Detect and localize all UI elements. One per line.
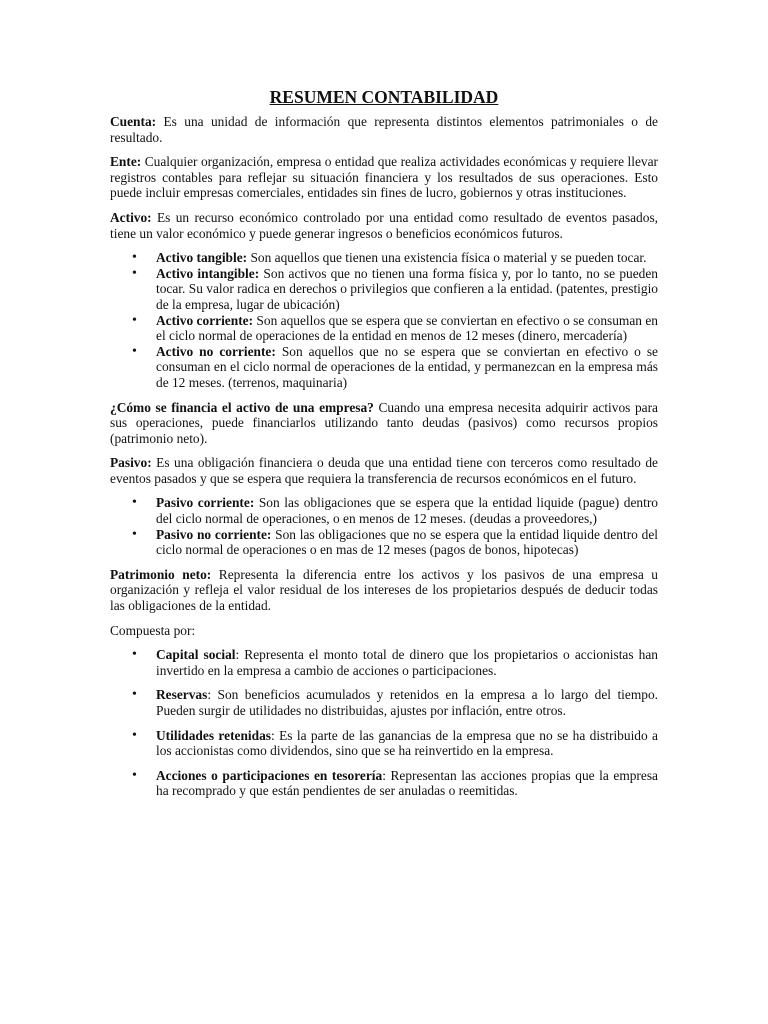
list-item-capital-social: [156, 647, 658, 678]
term-reservas: Reservas: [156, 687, 208, 703]
term-cuenta: Cuenta:: [110, 114, 157, 129]
text-ente: Cualquier organización, empresa o entidad que realiza actividades económicas y requiere llevar registros contables para reflejar su situación financiera y los resultados de sus operaciones. Esto puede incluir empresas comerciales, entidades sin fines de lucro, gobiernos y otras instituciones.: [110, 154, 658, 201]
list-item-activo-no-corriente: [156, 344, 658, 391]
term-utilidades-retenidas: Utilidades retenidas: [156, 727, 271, 743]
paragraph-financia: [110, 400, 658, 447]
list-item-activo-tangible: [156, 250, 658, 266]
text-pasivo-corriente: Son las obligaciones que se espera que la entidad liquide (pague) dentro del ciclo normal de operaciones, o en menos de 12 meses. (deudas a proveedores,): [156, 495, 658, 527]
document-title: RESUMEN CONTABILIDAD: [269, 87, 499, 107]
text-capital-social: : Representa el monto total de dinero que los propietarios o accionistas han invertido en la empresa a cambio de acciones o participaciones.: [156, 647, 658, 678]
paragraph-pasivo: [110, 455, 658, 486]
text-activo: Es un recurso económico controlado por una entidad como resultado de eventos pasados, tiene un valor económico y puede generar ingresos o beneficios económicos futuros.: [110, 209, 658, 241]
term-pasivo-no-corriente: Pasivo no corriente:: [156, 526, 272, 542]
list-item-utilidades-retenidas: [156, 728, 658, 759]
paragraph-ente: [110, 154, 658, 201]
text-pasivo-no-corriente: Son las obligaciones que no se espera que la entidad liquide dentro del ciclo normal de operaciones o en mas de 12 meses (pagos de bonos, hipotecas): [156, 526, 658, 558]
paragraph-patrimonio-neto: [110, 567, 658, 614]
term-activo-intangible: Activo intangible:: [156, 265, 260, 281]
list-activo-types: [110, 250, 658, 390]
term-pasivo: Pasivo:: [110, 455, 152, 471]
text-cuenta: Es una unidad de información que representa distintos elementos patrimoniales o de resultado.: [110, 114, 658, 145]
list-item-pasivo-corriente: [156, 495, 658, 526]
paragraph-activo: [110, 210, 658, 241]
list-item-pasivo-no-corriente: [156, 527, 658, 558]
term-activo-tangible: Activo tangible:: [156, 250, 248, 266]
term-activo-no-corriente: Activo no corriente:: [156, 343, 276, 359]
text-activo-no-corriente: Son aquellos que no se espera que se conviertan en efectivo o se consuman en el ciclo normal de operaciones de la entidad, y permanezcan en la empresa más de 12 meses. (terrenos, maquinaria): [156, 343, 658, 390]
list-patrimonio-components: [110, 647, 658, 799]
text-activo-intangible: Son activos que no tienen una forma física y, por lo tanto, no se pueden tocar. Su valor radica en derechos o privilegios que confieren a la entidad. (patentes, prestigio de la empresa, lugar de ubicación): [156, 265, 658, 312]
list-item-reservas: [156, 687, 658, 718]
text-activo-corriente: Son aquellos que se espera que se conviertan en efectivo o se consuman en el ciclo normal de operaciones de la entidad en menos de 12 meses (dinero, mercadería): [156, 312, 658, 344]
term-activo-corriente: Activo corriente:: [156, 312, 254, 328]
text-financia: Cuando una empresa necesita adquirir activos para sus operaciones, puede financiarlos utilizando tanto deudas (pasivos) como recursos propios (patrimonio neto).: [110, 399, 658, 446]
list-item-acciones-tesoreria: [156, 768, 658, 799]
text-pasivo: Es una obligación financiera o deuda que una entidad tiene con terceros como resultado de eventos pasados y que se espera que requiera la transferencia de recursos económicos en el futuro.: [110, 455, 658, 486]
text-acciones-tesoreria: : Representan las acciones propias que la empresa ha recomprado y que están pendientes de ser anuladas o reemitidas.: [156, 767, 658, 799]
list-item-activo-corriente: [156, 313, 658, 344]
term-acciones-tesoreria: Acciones o participaciones en tesorería: [156, 767, 383, 783]
text-utilidades-retenidas: : Es la parte de las ganancias de la empresa que no se ha distribuido a los accionistas como dividendos, sino que se ha reinvertido en la empresa.: [156, 727, 659, 759]
term-financia: ¿Cómo se financia el activo de una empresa?: [110, 399, 374, 415]
paragraph-compuesta-por: Compuesta por:: [110, 622, 196, 638]
text-patrimonio-neto: Representa la diferencia entre los activos y los pasivos de una empresa u organización y refleja el valor residual de los intereses de los propietarios después de deducir todas las obligaciones de la entidad.: [110, 566, 659, 614]
term-patrimonio-neto: Patrimonio neto:: [110, 566, 212, 582]
term-activo: Activo:: [110, 209, 152, 225]
term-ente: Ente:: [110, 154, 142, 170]
text-reservas: : Son beneficios acumulados y retenidos en la empresa a lo largo del tiempo. Pueden surgir de utilidades no distribuidas, ajustes por inflación, entre otros.: [156, 687, 658, 718]
list-item-activo-intangible: [156, 266, 658, 313]
list-pasivo-types: [110, 495, 658, 557]
text-activo-tangible: Son aquellos que tienen una existencia física o material y se pueden tocar.: [247, 250, 647, 266]
paragraph-cuenta: [110, 114, 658, 145]
term-pasivo-corriente: Pasivo corriente:: [156, 495, 255, 511]
term-capital-social: Capital social: [156, 647, 236, 663]
